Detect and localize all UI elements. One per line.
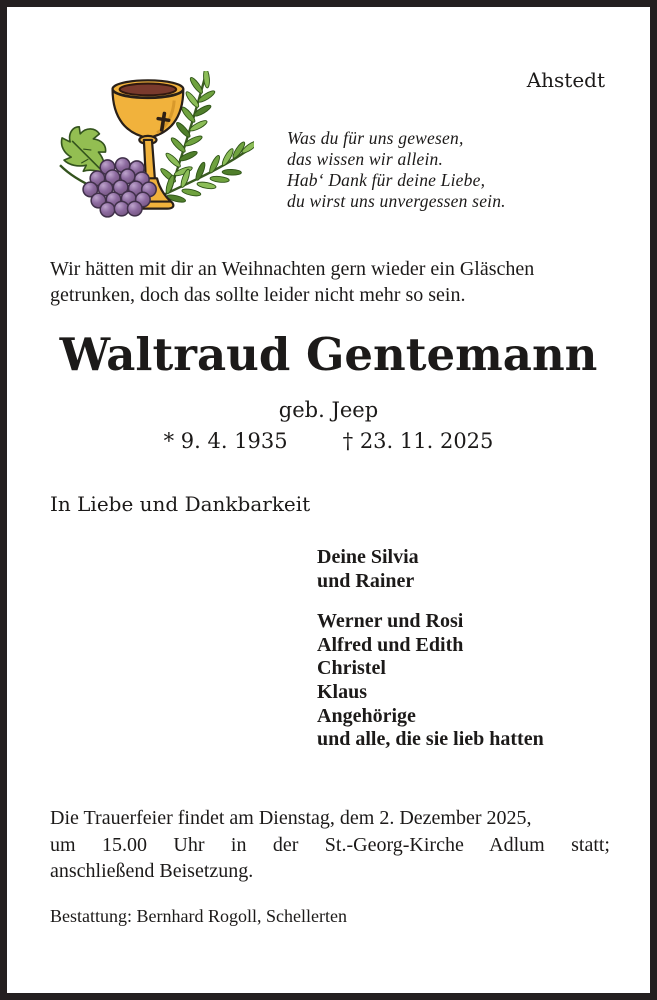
maiden-name: geb. Jeep	[278, 398, 379, 422]
birth-date: * 9. 4. 1935	[163, 429, 288, 453]
family-line: Christel	[317, 657, 386, 680]
death-date: † 23. 11. 2025	[342, 429, 494, 453]
verse-line-2: das wissen wir allein.	[287, 149, 444, 169]
verse-line-1: Was du für uns gewesen,	[287, 128, 464, 148]
family-line: Deine Silvia	[317, 546, 419, 568]
chalice-grapes-illustration	[58, 71, 254, 223]
family-line: Angehörige	[317, 704, 416, 727]
intro-paragraph	[50, 256, 534, 308]
closing-salutation: In Liebe und Dankbarkeit	[50, 492, 311, 516]
location-label: Ahstedt	[526, 68, 605, 92]
undertaker-line: Bestattung: Bernhard Rogoll, Schellerten	[50, 906, 347, 926]
funeral-line-2: um 15.00 Uhr in der St.-Georg-Kirche Adlum statt;	[50, 833, 610, 856]
funeral-line-3: anschließend Beisetzung.	[50, 860, 254, 882]
family-line: Klaus	[317, 680, 368, 703]
verse-line-4: du wirst uns unvergessen sein.	[287, 191, 506, 211]
family-more	[317, 610, 544, 752]
intro-line-1: Wir hätten mit dir an Weihnachten gern wieder ein Gläschen	[50, 258, 535, 280]
memorial-verse	[287, 128, 506, 212]
funeral-details	[50, 805, 610, 885]
family-primary	[317, 546, 544, 593]
life-dates	[7, 429, 650, 453]
family-names	[317, 546, 544, 752]
family-line: Alfred und Edith	[317, 633, 464, 656]
verse-line-3: Hab‘ Dank für deine Liebe,	[287, 170, 486, 190]
family-line: und alle, die sie lieb hatten	[317, 728, 544, 751]
intro-line-2: getrunken, doch das sollte leider nicht mehr so sein.	[50, 284, 466, 306]
funeral-line-1: Die Trauerfeier findet am Dienstag, dem 2. Dezember 2025,	[50, 807, 532, 829]
family-line: Werner und Rosi	[317, 610, 464, 633]
deceased-name: Waltraud Gentemann	[59, 328, 598, 381]
family-line: und Rainer	[317, 569, 415, 592]
